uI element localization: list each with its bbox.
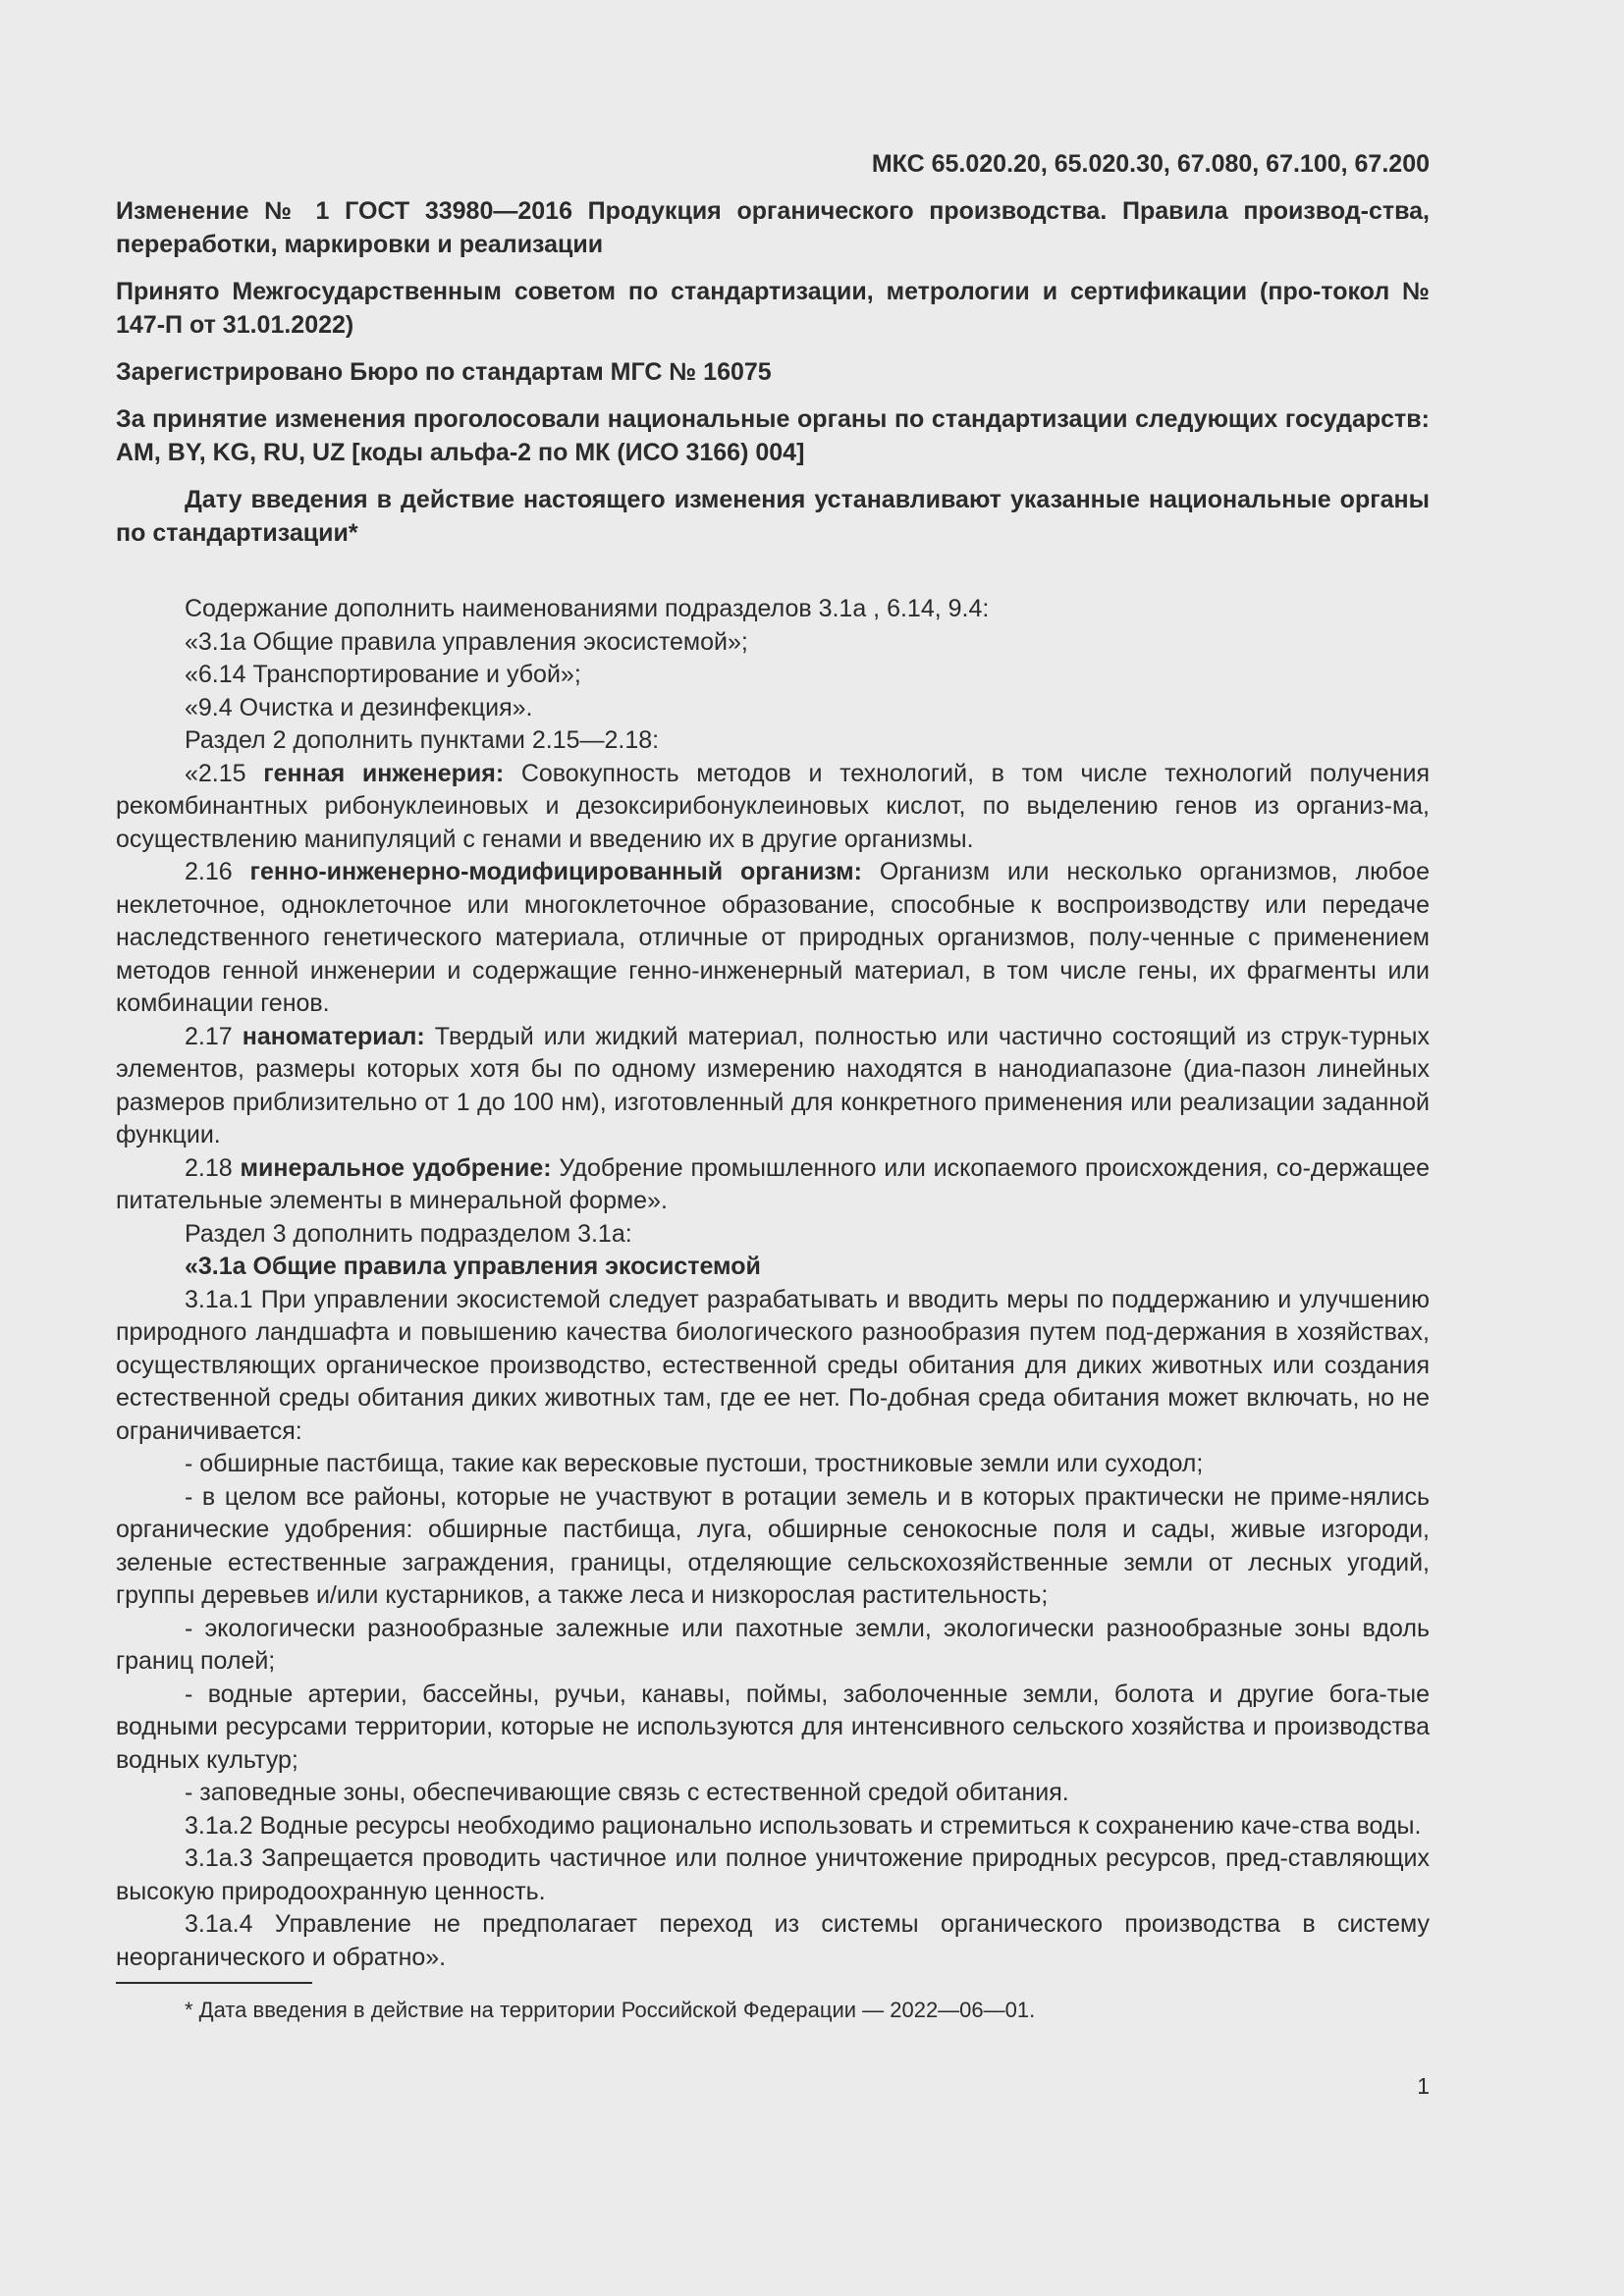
footnote: * Дата введения в действие на территории Российской Федерации — 2022—06—01. <box>185 1998 1036 2022</box>
amendment-body <box>116 593 1430 1974</box>
term-definition: Твердый или жидкий материал, полностью или частично состоящий из струк-турных элементов, размеры которых хотя бы по одному измерению находятся в нанодиапазоне (диа-пазон линейных размеров приблизительно от 1 до 100 нм), изготовленный для конкретного применения или реализации заданной функции. <box>116 1022 1430 1148</box>
term-2-16 <box>116 856 1430 1021</box>
term-name: наноматериал: <box>242 1022 425 1050</box>
effective-date-statement: Дату введения в действие настоящего изменения устанавливают указанные национальные органы по стандартизации* <box>116 486 1430 547</box>
term-name: генно-инженерно-модифицированный организм: <box>249 858 862 885</box>
list-item: - обширные пастбища, такие как вересковые пустоши, тростниковые земли или суходол; <box>185 1450 1204 1477</box>
term-name: минеральное удобрение: <box>240 1153 552 1182</box>
voting-statement: За принятие изменения проголосовали национальные органы по стандартизации следующих государств: AM, BY, KG, RU, UZ [коды альфа-2 по МК (ИСО 3166) 004] <box>116 405 1430 466</box>
term-definition: Удобрение промышленного или ископаемого происхождения, со-держащее питательные элементы в минеральной форме». <box>116 1153 1431 1214</box>
clause-3-1a-1: 3.1а.1 При управлении экосистемой следует разрабатывать и вводить меры по поддержанию и улучшению природного ландшафта и повышению качества биологического разнообразия путем под-держания в хозяйствах, осуществляющих органическое производство, естественной среды обитания для диких животных или создания естественной среды обитания диких животных там, где ее нет. По-добная среда обитания может включать, но не ограничивается: <box>116 1285 1430 1445</box>
term-number: 2.18 <box>185 1153 241 1182</box>
list-item: - водные артерии, бассейны, ручьи, канавы, поймы, заболоченные земли, болота и другие бога-тые водными ресурсами территории, которые не используются для интенсивного сельского хозяйства и производства водных культур; <box>116 1680 1430 1774</box>
list-item: - экологически разнообразные залежные или пахотные земли, экологически разнообразные зоны вдоль границ полей; <box>116 1614 1430 1675</box>
paragraph: «3.1а Общие правила управления экосистемой»; <box>185 627 748 656</box>
term-definition: Совокупность методов и технологий, в том числе технологий получения рекомбинантных рибонуклеиновых и дезоксирибонуклеиновых кислот, по выделению генов из организ-ма, осуществлению манипуляций с генами и введению их в другие организмы. <box>116 759 1430 853</box>
term-number: «2.15 <box>185 759 264 787</box>
term-name: генная инженерия: <box>263 759 505 787</box>
adopted-statement: Принято Межгосударственным советом по стандартизации, метрологии и сертификации (про-токол № 147-П от 31.01.2022) <box>116 278 1430 339</box>
term-2-18 <box>116 1152 1430 1218</box>
term-definition: Организм или несколько организмов, любое неклеточное, одноклеточное или многоклеточное образование, способные к воспроизводству или передаче наследственного генетического материала, отличные от природных организмов, полу-ченные с применением методов генной инженерии и содержащие генно-инженерный материал, в том числе гены, их фрагменты или комбинации генов. <box>116 858 1430 1017</box>
list-item: - в целом все районы, которые не участвуют в ротации земель и в которых практически не приме-нялись органические удобрения: обширные пастбища, луга, обширные сенокосные поля и сады, живые изгороди, зеленые естественные заграждения, границы, отделяющие сельскохозяйственные земли от лесных угодий, группы деревьев и/или кустарников, а также леса и низкорослая растительность; <box>116 1482 1430 1609</box>
clause-3-1a-2: 3.1а.2 Водные ресурсы необходимо рационально использовать и стремиться к сохранению каче-ства воды. <box>185 1811 1422 1840</box>
term-number: 2.17 <box>185 1022 243 1050</box>
paragraph: «6.14 Транспортирование и убой»; <box>185 661 581 688</box>
amendment-title: Изменение № 1 ГОСТ 33980—2016 Продукция органического производства. Правила производ-ства, переработки, маркировки и реализации <box>116 197 1430 258</box>
paragraph: Раздел 2 дополнить пунктами 2.15—2.18: <box>185 726 660 754</box>
page-number: 1 <box>1417 2073 1430 2099</box>
document-page <box>116 147 1430 2025</box>
paragraph: Содержание дополнить наименованиями подразделов 3.1а , 6.14, 9.4: <box>185 595 990 622</box>
paragraph: Раздел 3 дополнить подразделом 3.1а: <box>185 1219 632 1248</box>
clause-3-1a-3: 3.1а.3 Запрещается проводить частичное или полное уничтожение природных ресурсов, пред-ставляющих высокую природоохранную ценность. <box>116 1844 1430 1905</box>
paragraph: «9.4 Очистка и дезинфекция». <box>185 693 533 721</box>
mks-classification: МКС 65.020.20, 65.020.30, 67.080, 67.100, 67.200 <box>871 150 1430 178</box>
subsection-heading: «3.1а Общие правила управления экосистемой <box>185 1253 761 1280</box>
term-number: 2.16 <box>185 858 250 885</box>
term-2-15 <box>116 758 1430 857</box>
list-item: - заповедные зоны, обеспечивающие связь с естественной средой обитания. <box>185 1779 1069 1806</box>
clause-3-1a-4: 3.1а.4 Управление не предполагает переход из системы органического производства в систему неорганического и обратно». <box>116 1910 1430 1971</box>
term-2-17 <box>116 1021 1430 1152</box>
registration-statement: Зарегистрировано Бюро по стандартам МГС № 16075 <box>116 358 772 386</box>
footnote-divider <box>116 1982 312 1984</box>
